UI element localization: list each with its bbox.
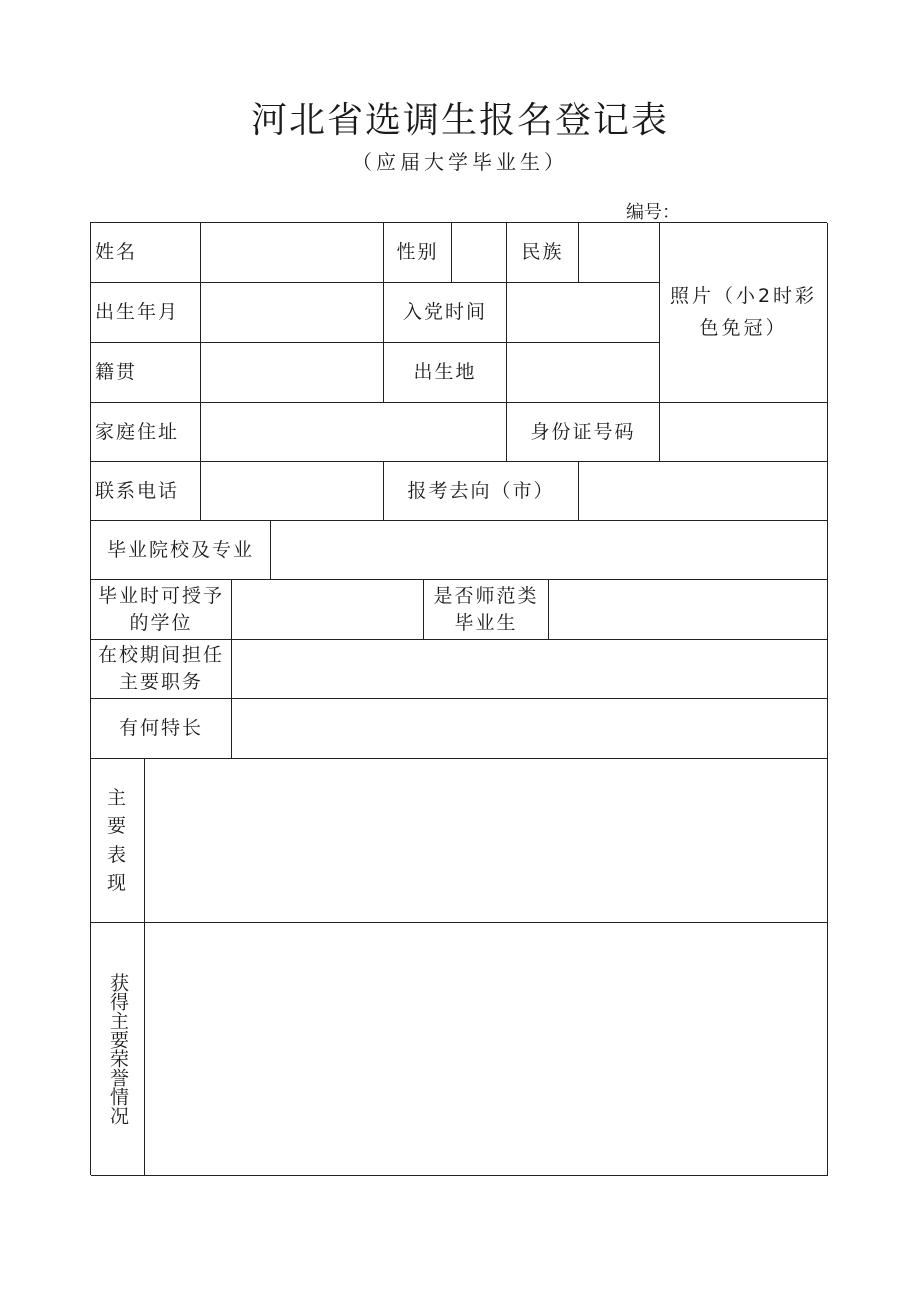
address-label: 家庭住址 [91,403,201,462]
apply-city-field[interactable] [579,462,828,521]
gender-field[interactable] [452,223,507,283]
apply-city-label: 报考去向（市） [384,462,579,521]
birth-label: 出生年月 [91,283,201,343]
name-label: 姓名 [91,223,201,283]
birth-field[interactable] [201,283,384,343]
photo-area[interactable] [660,223,828,403]
degree-label: 毕业时可授予的学位 [91,580,232,640]
performance-field[interactable] [145,759,828,923]
ethnicity-label: 民族 [507,223,579,283]
normal-graduate-field[interactable] [549,580,828,640]
form-number-label: 编号： [626,202,680,223]
phone-field[interactable] [201,462,384,521]
birthplace-field[interactable] [507,343,660,403]
honors-field[interactable] [145,923,828,1176]
normal-graduate-label: 是否师范类毕业生 [424,580,549,640]
page-subtitle: （应届大学毕业生） [352,150,568,174]
native-place-label: 籍贯 [91,343,201,403]
registration-form-table [90,222,827,1175]
birthplace-label: 出生地 [384,343,507,403]
school-major-field[interactable] [271,521,828,580]
degree-field[interactable] [232,580,424,640]
page-title: 河北省选调生报名登记表 [250,100,669,141]
phone-label: 联系电话 [91,462,201,521]
party-join-field[interactable] [507,283,660,343]
performance-label: 主要表现 [91,759,145,923]
address-field[interactable] [201,403,507,462]
party-join-label: 入党时间 [384,283,507,343]
id-number-label: 身份证号码 [507,403,660,462]
campus-role-label: 在校期间担任主要职务 [91,640,232,699]
specialty-label: 有何特长 [91,699,232,759]
ethnicity-field[interactable] [579,223,660,283]
photo-label: 照片（小2时彩色免冠） [669,285,818,339]
name-field[interactable] [201,223,384,283]
specialty-field[interactable] [232,699,828,759]
honors-label: 获得主要荣誉情况 [106,973,129,1125]
campus-role-field[interactable] [232,640,828,699]
honors-label-cell [91,923,145,1176]
school-major-label: 毕业院校及专业 [91,521,271,580]
native-place-field[interactable] [201,343,384,403]
id-number-field[interactable] [660,403,828,462]
gender-label: 性别 [384,223,452,283]
